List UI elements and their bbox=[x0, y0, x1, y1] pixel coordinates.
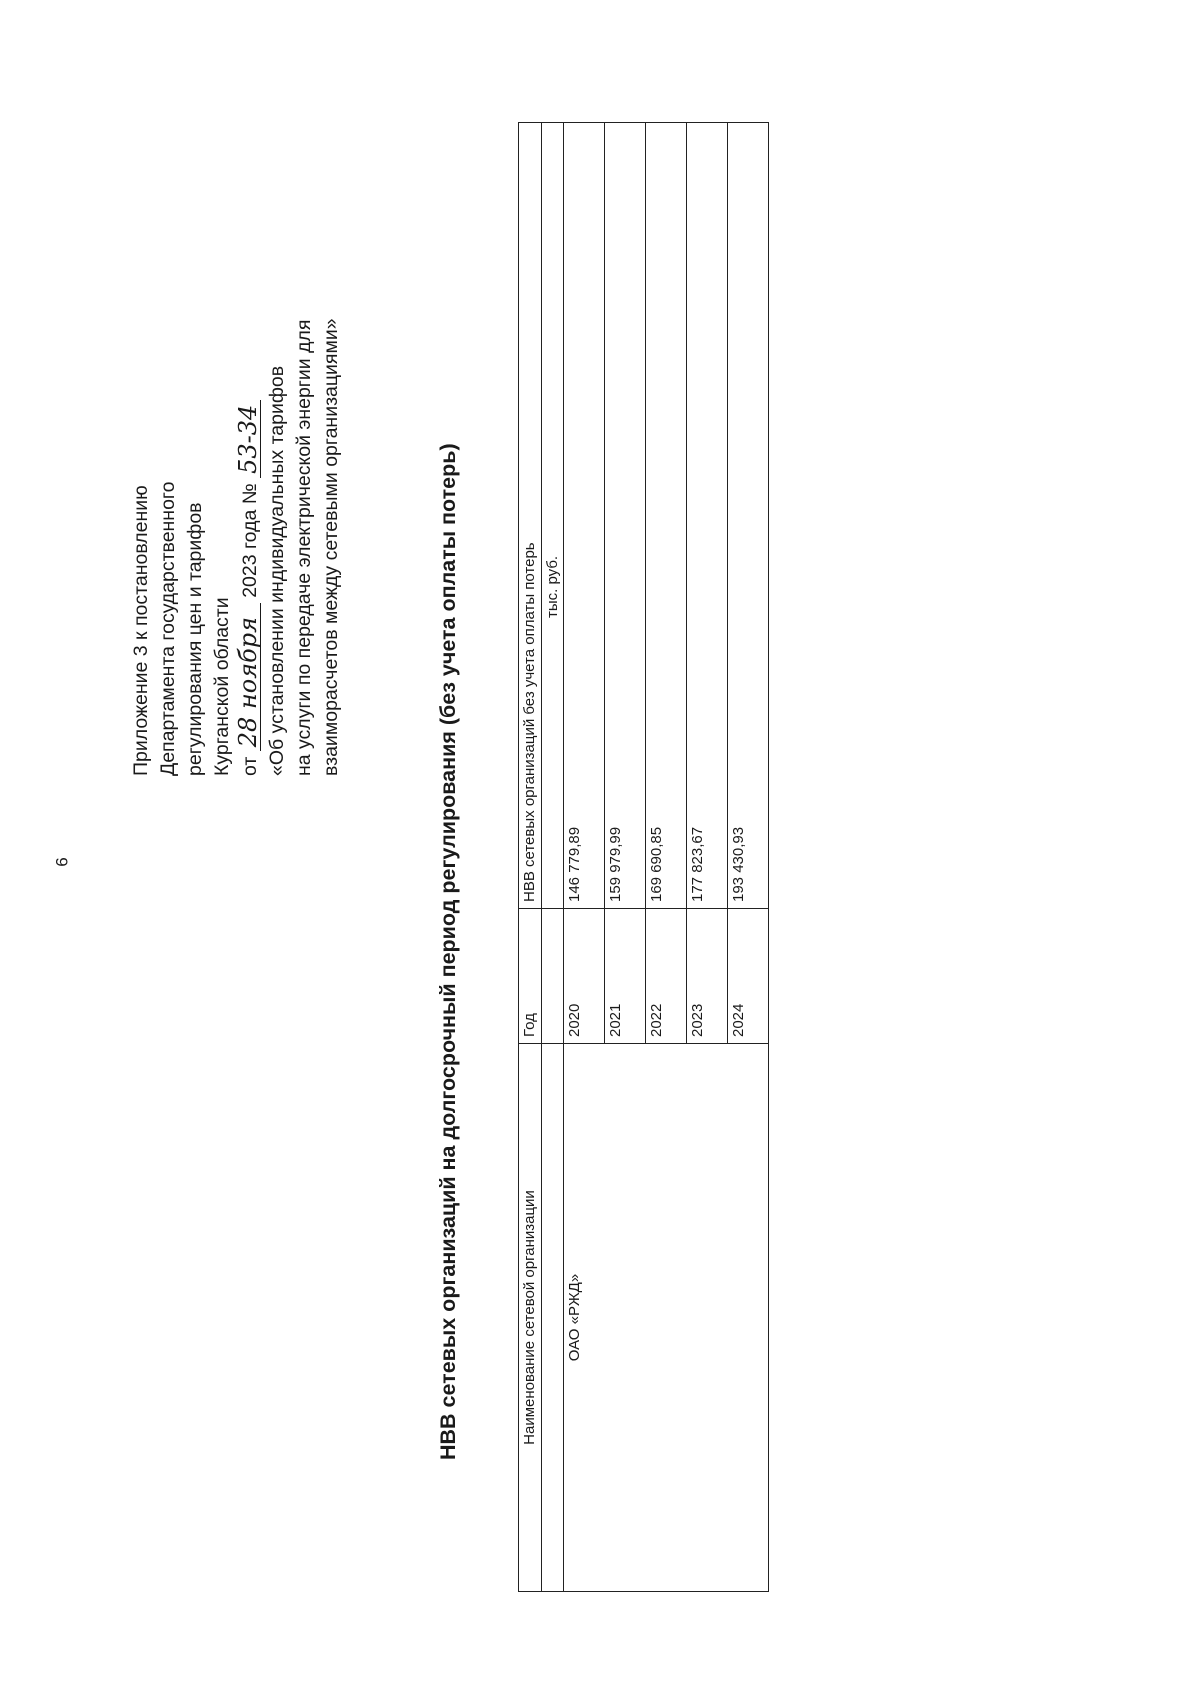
row-year: 2021 bbox=[605, 909, 646, 1044]
table-row bbox=[564, 123, 605, 1592]
appendix-line-4: Курганской области bbox=[211, 597, 233, 776]
row-year: 2024 bbox=[728, 909, 769, 1044]
appendix-line-3: регулирования цен и тарифов bbox=[184, 502, 206, 776]
row-value: 146 779,89 bbox=[564, 123, 605, 909]
row-value: 169 690,85 bbox=[646, 123, 687, 909]
appendix-line-7: на услуги по передаче электрической энергии для bbox=[293, 319, 315, 776]
year-number-label: 2023 года № bbox=[239, 483, 261, 598]
nvv-table bbox=[518, 122, 769, 1592]
date-prefix: от bbox=[239, 756, 261, 776]
appendix-line-5 bbox=[236, 76, 264, 776]
appendix-line-1: Приложение 3 к постановлению bbox=[130, 485, 152, 776]
unit-label: тыс. руб. bbox=[542, 123, 564, 909]
handwritten-date: 28 ноября bbox=[236, 603, 261, 751]
organization-name: ОАО «РЖД» bbox=[564, 1044, 769, 1592]
row-year: 2020 bbox=[564, 909, 605, 1044]
row-value: 177 823,67 bbox=[687, 123, 728, 909]
document-title: НВВ сетевых организаций на долгосрочный период регулирования (без учета оплаты потерь) bbox=[436, 443, 460, 1460]
unit-spacer-name bbox=[542, 1044, 564, 1592]
row-year: 2023 bbox=[687, 909, 728, 1044]
header-year: Год bbox=[519, 909, 542, 1044]
row-year: 2022 bbox=[646, 909, 687, 1044]
row-value: 159 979,99 bbox=[605, 123, 646, 909]
appendix-line-8: взаиморасчетов между сетевыми организациями» bbox=[320, 318, 342, 776]
table-unit-row bbox=[542, 123, 564, 1592]
table-header-row bbox=[519, 123, 542, 1592]
page-number: 6 bbox=[52, 857, 72, 867]
appendix-line-2: Департамента государственного bbox=[157, 481, 179, 776]
row-value: 193 430,93 bbox=[728, 123, 769, 909]
header-value: НВВ сетевых организаций без учета оплаты потерь bbox=[519, 123, 542, 909]
unit-spacer-year bbox=[542, 909, 564, 1044]
handwritten-number: 53-34 bbox=[236, 400, 261, 478]
appendix-line-6: «Об установлении индивидуальных тарифов bbox=[266, 365, 288, 776]
header-name: Наименование сетевой организации bbox=[519, 1044, 542, 1592]
appendix-block bbox=[128, 76, 345, 776]
